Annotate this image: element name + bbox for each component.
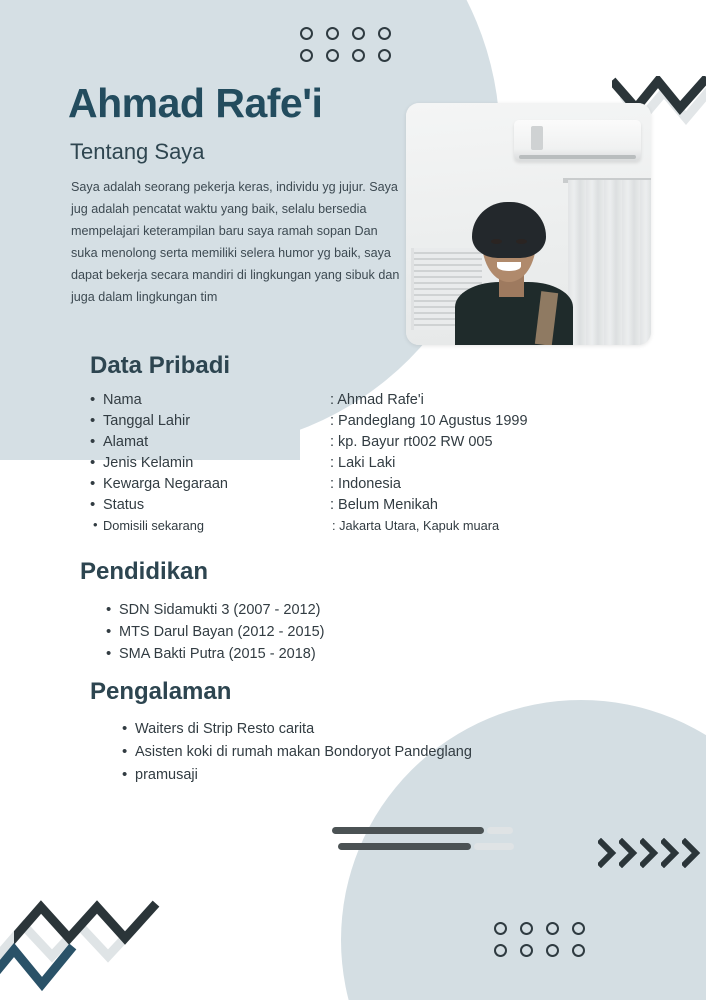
personal-data-label: • Alamat <box>103 434 149 450</box>
list-item: • MTS Darul Bayan (2012 - 2015) <box>119 624 325 646</box>
about-text: Saya adalah seorang pekerja keras, individu yg jujur. Saya jug adalah pencatat waktu yang baik, selalu bersedia mempelajari keterampilan baru saya ramah sopan Dan suka menolong serta memiliki selera humor yg baik, saya dapat bekerja secara mandiri di lingkungan yang sibuk dan juga dalam lingkungan tim <box>71 180 400 304</box>
section-heading-education: Pendidikan <box>80 558 209 585</box>
personal-data-value: : Belum Menikah <box>330 497 438 513</box>
personal-data-label: • Nama <box>103 392 142 408</box>
personal-data-value: : Laki Laki <box>330 455 396 471</box>
personal-data-row <box>103 497 528 518</box>
personal-data-label: • Jenis Kelamin <box>103 455 194 471</box>
personal-data-value: : Indonesia <box>330 476 401 492</box>
personal-data-value: : Jakarta Utara, Kapuk muara <box>332 518 500 533</box>
personal-data-row <box>103 434 528 455</box>
section-heading-experience: Pengalaman <box>90 678 232 705</box>
about-heading: Tentang Saya <box>70 139 205 164</box>
personal-data-row <box>103 392 528 413</box>
personal-data-row <box>103 413 528 434</box>
personal-data-row <box>103 455 528 476</box>
personal-data-row <box>103 518 528 539</box>
personal-data-row <box>103 476 528 497</box>
personal-data-list <box>103 392 528 539</box>
list-item: • Asisten koki di rumah makan Bondoryot Pandeglang <box>135 744 472 767</box>
personal-data-value: : Pandeglang 10 Agustus 1999 <box>330 413 528 429</box>
page-title: Ahmad Rafe'i <box>68 80 323 126</box>
personal-data-label: • Status <box>103 497 145 513</box>
personal-data-label: • Tanggal Lahir <box>103 413 191 429</box>
personal-data-label: • Domisili sekarang <box>103 518 204 533</box>
list-item: • SDN Sidamukti 3 (2007 - 2012) <box>119 602 325 624</box>
list-item: • pramusaji <box>135 767 472 790</box>
personal-data-label: • Kewarga Negaraan <box>103 476 228 492</box>
list-item: • SMA Bakti Putra (2015 - 2018) <box>119 646 325 668</box>
personal-data-value: : Ahmad Rafe'i <box>330 392 424 408</box>
personal-data-value: : kp. Bayur rt002 RW 005 <box>330 434 493 450</box>
section-heading-personal-data: Data Pribadi <box>90 352 231 379</box>
experience-list <box>117 721 472 790</box>
list-item: • Waiters di Strip Resto carita <box>135 721 472 744</box>
education-list <box>101 602 325 668</box>
